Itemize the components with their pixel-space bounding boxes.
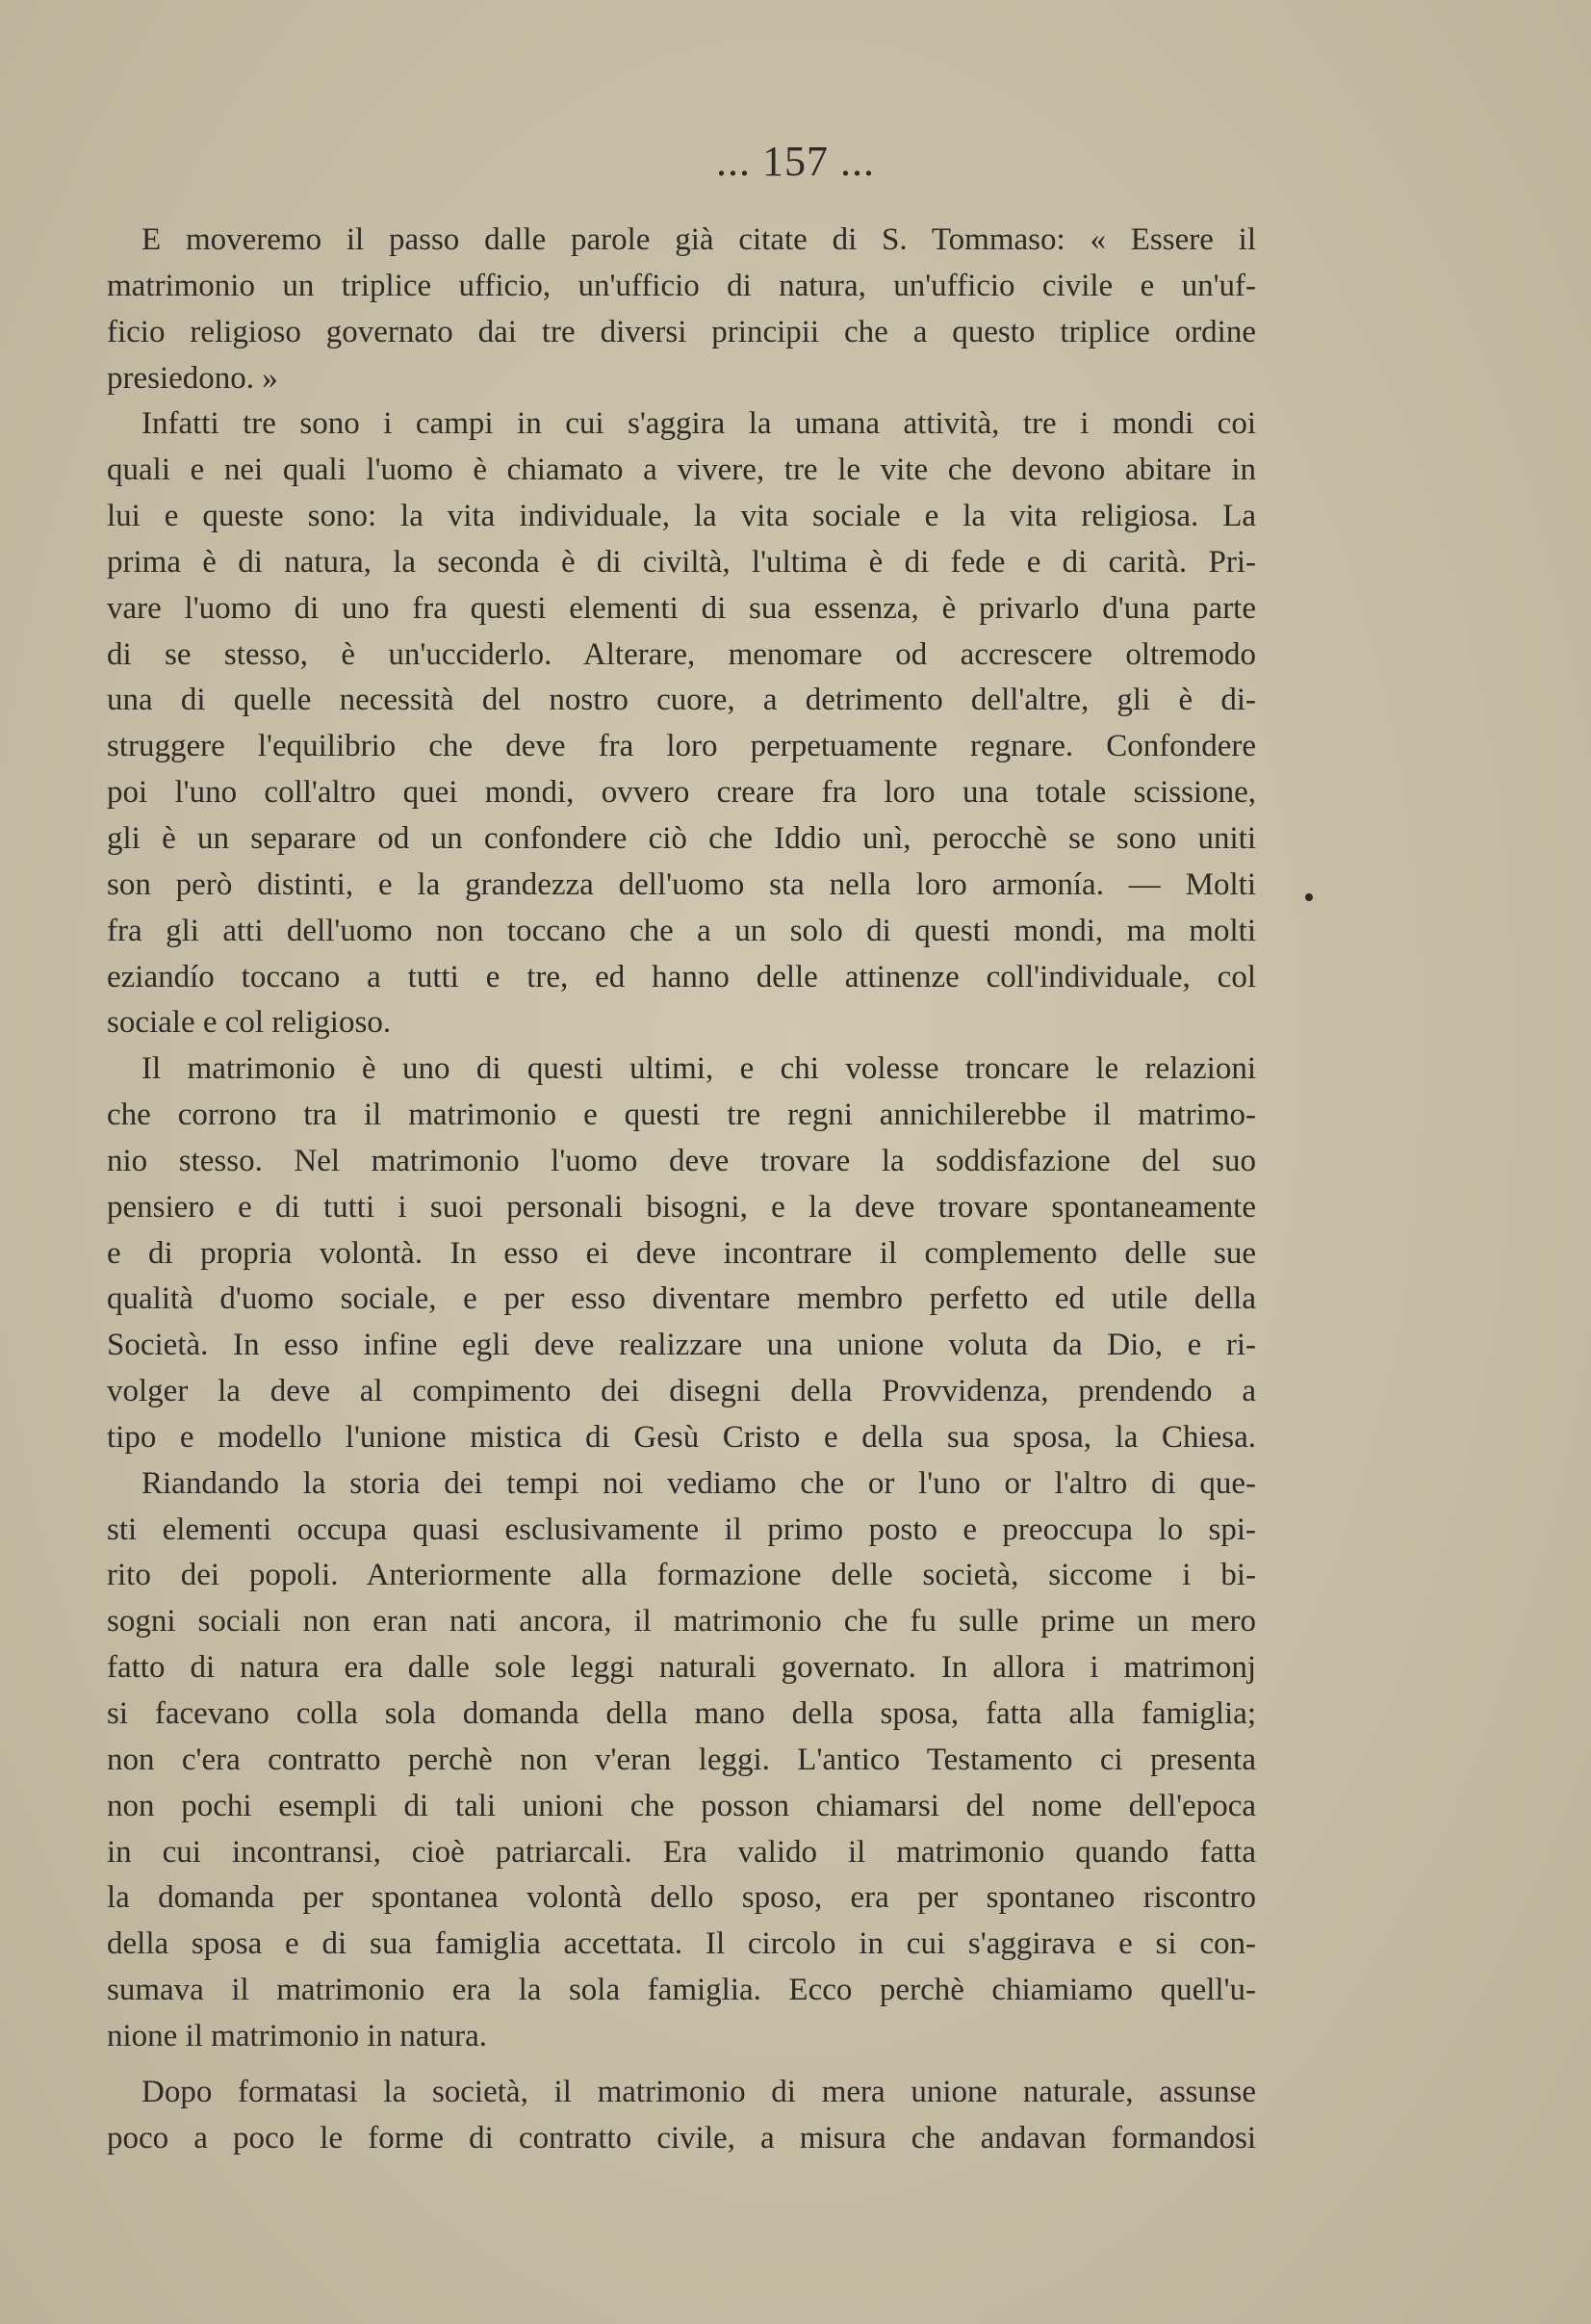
text-line: poi l'uno coll'altro quei mondi, ovvero creare fra loro una totale scissione,	[107, 775, 1256, 811]
paragraph	[107, 218, 1256, 401]
body-text	[107, 218, 1256, 2161]
text-line: eziandío toccano a tutti e tre, ed hanno delle attinenze coll'individuale, col	[107, 959, 1256, 994]
paragraph	[107, 401, 1256, 1046]
text-line: pensiero e di tutti i suoi personali bisogni, e la deve trovare spontaneamente	[107, 1189, 1256, 1225]
text-line: E moveremo il passo dalle parole già citate di S. Tommaso: « Essere il	[141, 222, 1256, 257]
text-line: di se stesso, è un'ucciderlo. Alterare, menomare od accrescere oltremodo	[107, 636, 1256, 672]
text-line: Società. In esso infine egli deve realizzare una unione voluta da Dio, e ri-	[107, 1328, 1256, 1363]
text-line: nio stesso. Nel matrimonio l'uomo deve trovare la soddisfazione del suo	[107, 1143, 1256, 1178]
text-line: fatto di natura era dalle sole leggi naturali governato. In allora i matrimonj	[107, 1650, 1256, 1686]
text-line: tipo e modello l'unione mistica di Gesù Cristo e della sua sposa, la Chiesa.	[107, 1419, 1256, 1455]
text-line: prima è di natura, la seconda è di civiltà, l'ultima è di fede e di carità. Pri-	[107, 544, 1256, 580]
text-line: Dopo formatasi la società, il matrimonio di mera unione naturale, assunse	[141, 2074, 1256, 2109]
text-line: e di propria volontà. In esso ei deve incontrare il complemento delle sue	[107, 1235, 1256, 1271]
text-line: che corrono tra il matrimonio e questi tre regni annichilerebbe il matrimo-	[107, 1097, 1256, 1133]
text-line: nione il matrimonio in natura.	[107, 2018, 488, 2053]
text-line: ficio religioso governato dai tre diversi principii che a questo triplice ordine	[107, 314, 1256, 349]
text-line: sti elementi occupa quasi esclusivamente il primo posto e preoccupa lo spi-	[107, 1511, 1256, 1547]
text-line: Il matrimonio è uno di questi ultimi, e chi volesse troncare le relazioni	[141, 1051, 1256, 1087]
paragraph	[107, 2070, 1256, 2162]
text-line: qualità d'uomo sociale, e per esso diventare membro perfetto ed utile della	[107, 1281, 1256, 1317]
text-line: sociale e col religioso.	[107, 1005, 392, 1041]
text-line: rito dei popoli. Anteriormente alla formazione delle società, siccome i bi-	[107, 1558, 1256, 1593]
text-line: vare l'uomo di uno fra questi elementi di sua essenza, è privarlo d'una parte	[107, 590, 1256, 626]
text-line: fra gli atti dell'uomo non toccano che a un solo di questi mondi, ma molti	[107, 913, 1256, 948]
text-line: struggere l'equilibrio che deve fra loro perpetuamente regnare. Confondere	[107, 729, 1256, 764]
text-line: gli è un separare od un confondere ciò che Iddio unì, perocchè se sono uniti	[107, 820, 1256, 856]
text-line: si facevano colla sola domanda della mano della sposa, fatta alla famiglia;	[107, 1696, 1256, 1731]
text-line: in cui incontransi, cioè patriarcali. Era valido il matrimonio quando fatta	[107, 1834, 1256, 1870]
paragraph	[107, 1046, 1256, 1461]
page-number: ... 157 ...	[716, 138, 875, 185]
text-line: quali e nei quali l'uomo è chiamato a vivere, tre le vite che devono abitare in	[107, 452, 1256, 488]
text-line: sumava il matrimonio era la sola famiglia. Ecco perchè chiamiamo quell'u-	[107, 1973, 1256, 2008]
text-line: Riandando la storia dei tempi noi vediamo che or l'uno or l'altro di que-	[141, 1465, 1256, 1501]
text-line: poco a poco le forme di contratto civile, a misura che andavan formandosi	[107, 2120, 1256, 2156]
text-line: non c'era contratto perchè non v'eran leggi. L'antico Testamento ci presenta	[107, 1742, 1256, 1777]
text-line: della sposa e di sua famiglia accettata. Il circolo in cui s'aggirava e si con-	[107, 1926, 1256, 1962]
text-line: la domanda per spontanea volontà dello sposo, era per spontaneo riscontro	[107, 1880, 1256, 1916]
ink-speck	[1305, 893, 1313, 901]
text-line: una di quelle necessità del nostro cuore, a detrimento dell'altre, gli è di-	[107, 683, 1256, 718]
text-line: volger la deve al compimento dei disegni della Provvidenza, prendendo a	[107, 1374, 1256, 1409]
text-line: non pochi esempli di tali unioni che posson chiamarsi del nome dell'epoca	[107, 1788, 1256, 1823]
text-line: son però distinti, e la grandezza dell'uomo sta nella loro armonía. — Molti	[107, 866, 1256, 902]
text-line: sogni sociali non eran nati ancora, il matrimonio che fu sulle prime un mero	[107, 1604, 1256, 1640]
text-line: matrimonio un triplice ufficio, un'ufficio di natura, un'ufficio civile e un'uf-	[107, 268, 1256, 303]
paragraph	[107, 1461, 1256, 2060]
text-line: Infatti tre sono i campi in cui s'aggira la umana attività, tre i mondi coi	[141, 406, 1256, 442]
text-line: lui e queste sono: la vita individuale, la vita sociale e la vita religiosa. La	[107, 499, 1256, 534]
text-line: presiedono. »	[107, 360, 278, 396]
